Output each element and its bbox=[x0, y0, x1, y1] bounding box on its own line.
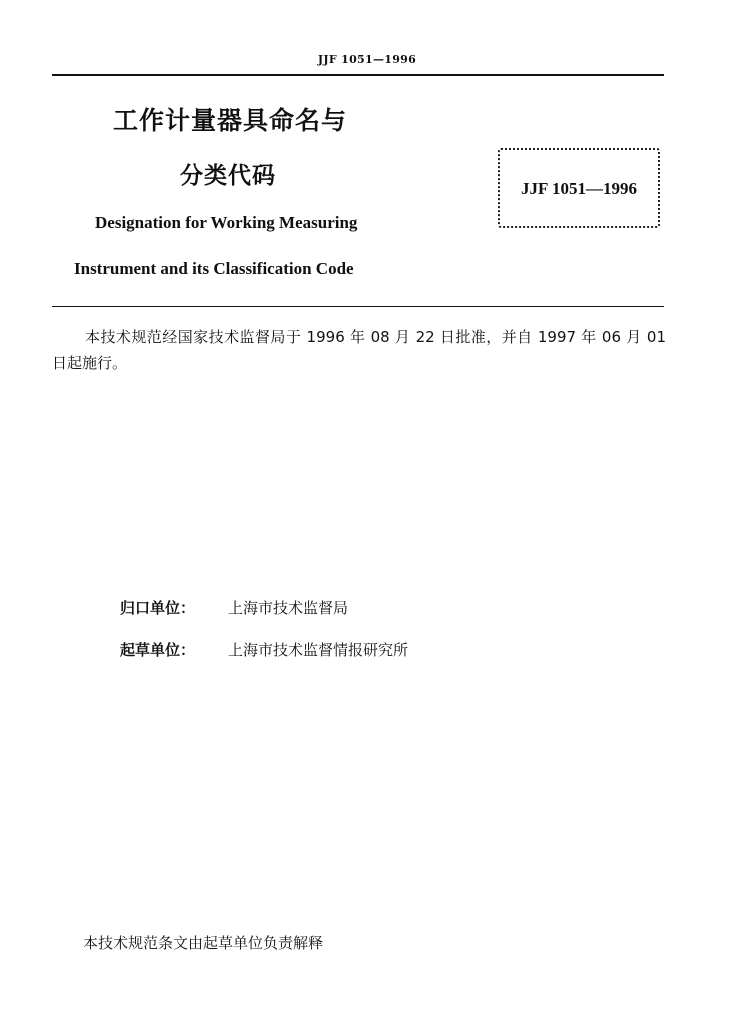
organization-value: 上海市技术监督情报研究所 bbox=[228, 641, 409, 659]
organization-label: 起草单位： bbox=[120, 641, 196, 659]
organization-row-drafting bbox=[120, 639, 408, 660]
header-standard-code: JJF 1051—1996 bbox=[317, 53, 417, 66]
title-english-line-1: Designation for Working Measuring bbox=[95, 213, 358, 232]
title-english-line-2: Instrument and its Classification Code bbox=[74, 259, 354, 278]
interpretation-note: 本技术规范条文由起草单位负责解释 bbox=[83, 934, 324, 952]
organization-row-responsible bbox=[120, 597, 348, 618]
approval-statement: 本技术规范经国家技术监督局于 1996 年 08 月 22 日批准，并自 1997 年 06 月 01 日起施行。 bbox=[52, 328, 666, 372]
organization-label: 归口单位： bbox=[120, 599, 196, 617]
title-rule bbox=[52, 306, 664, 307]
title-chinese-line-2: 分类代码 bbox=[180, 163, 276, 189]
standard-code-box-text: JJF 1051—1996 bbox=[520, 179, 637, 198]
title-chinese-line-1: 工作计量器具命名与 bbox=[113, 106, 348, 135]
organization-value: 上海市技术监督局 bbox=[228, 599, 349, 617]
standard-code-box bbox=[498, 148, 660, 228]
header-rule bbox=[52, 74, 664, 76]
